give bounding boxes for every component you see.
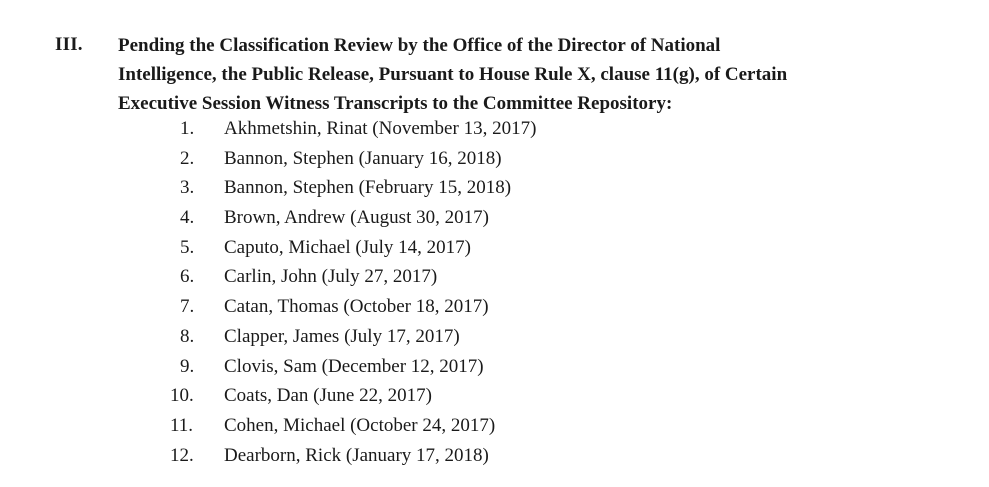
list-item-text: Bannon, Stephen (January 16, 2018)	[224, 147, 502, 169]
list-item	[170, 411, 536, 441]
list-item	[170, 441, 536, 471]
list-item-text: Catan, Thomas (October 18, 2017)	[224, 296, 489, 318]
list-item-number: 7.	[180, 296, 195, 318]
list-item-number: 6.	[180, 266, 195, 288]
list-item-number: 2.	[180, 147, 195, 169]
list-item	[170, 203, 536, 233]
list-item	[170, 114, 536, 144]
list-item	[170, 262, 536, 292]
list-item-number: 1.	[180, 118, 195, 139]
list-item-text: Caputo, Michael (July 14, 2017)	[224, 236, 471, 258]
list-item-text: Akhmetshin, Rinat (November 13, 2017)	[224, 118, 537, 139]
list-item-text: Bannon, Stephen (February 15, 2018)	[224, 177, 512, 199]
list-item-number: 8.	[180, 325, 195, 347]
section-number: III.	[55, 34, 83, 55]
list-item-number: 11.	[170, 414, 194, 436]
list-item-number: 10.	[170, 385, 194, 407]
list-item-text: Coats, Dan (June 22, 2017)	[224, 385, 432, 407]
list-item	[170, 292, 536, 322]
list-item-number: 9.	[180, 355, 195, 377]
list-item	[170, 381, 536, 411]
list-item	[170, 352, 536, 382]
list-item-text: Cohen, Michael (October 24, 2017)	[224, 414, 496, 436]
heading-line: Pending the Classification Review by the Office of the Director of National	[118, 35, 721, 56]
section-heading	[118, 31, 978, 118]
list-item-number: 4.	[180, 207, 195, 229]
list-item-text: Clovis, Sam (December 12, 2017)	[224, 355, 484, 377]
list-item	[170, 233, 536, 263]
list-item-text: Carlin, John (July 27, 2017)	[224, 266, 438, 288]
heading-line: Executive Session Witness Transcripts to the Committee Repository:	[118, 93, 673, 114]
witness-transcript-list	[170, 114, 536, 470]
heading-line: Intelligence, the Public Release, Pursuant to House Rule X, clause 11(g), of Certain	[118, 64, 788, 85]
list-item-text: Brown, Andrew (August 30, 2017)	[224, 207, 489, 229]
list-item-text: Dearborn, Rick (January 17, 2018)	[224, 444, 489, 466]
list-item-number: 5.	[180, 236, 195, 258]
list-item	[170, 173, 536, 203]
list-item	[170, 144, 536, 174]
list-item-text: Clapper, James (July 17, 2017)	[224, 325, 460, 347]
list-item	[170, 322, 536, 352]
list-item-number: 3.	[180, 177, 195, 199]
list-item-number: 12.	[170, 444, 194, 466]
